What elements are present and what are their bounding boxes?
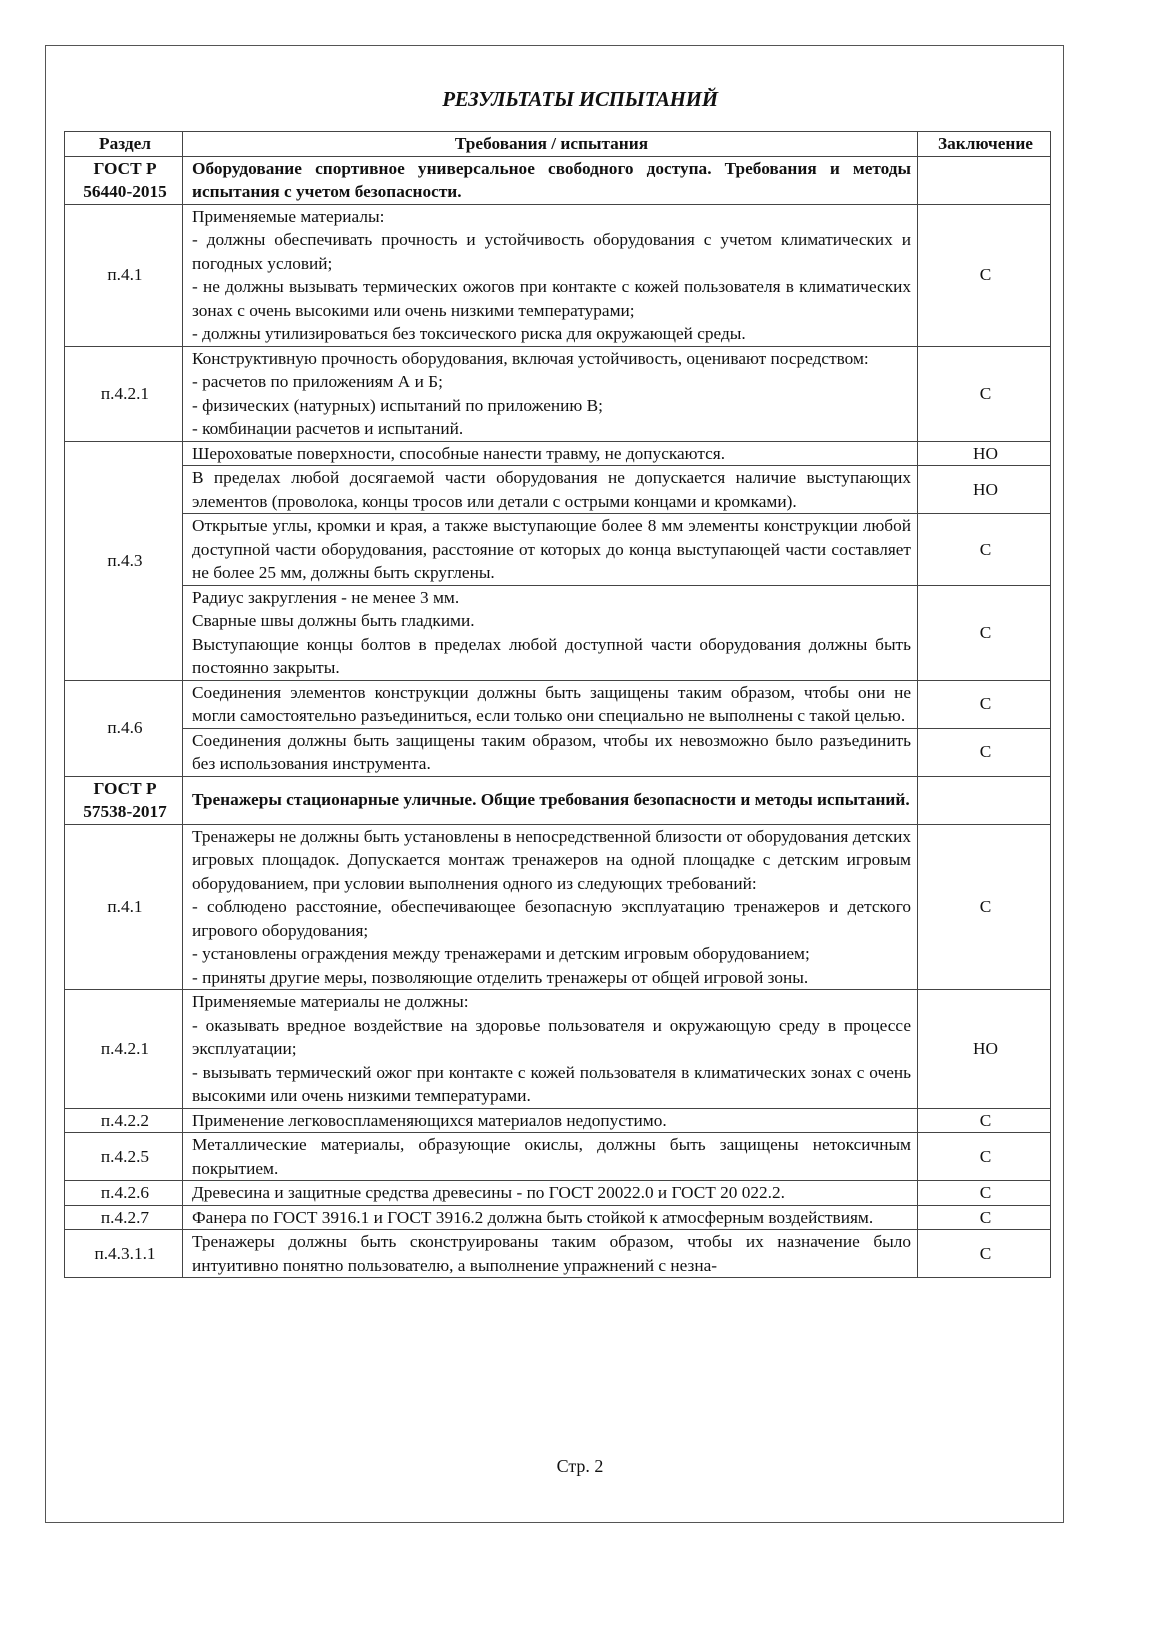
conclusion-cell: С [918,1181,1051,1206]
table-row [65,514,1051,586]
conclusion-cell: С [918,514,1051,586]
section-cell: п.4.1 [65,204,183,346]
table-row [65,1205,1051,1230]
requirement-cell: Открытые углы, кромки и края, а также выступающие более 8 мм элементы конструкции любой доступной части оборудования, расстояние от которых до конца выступающей части составляет не более 25 мм, должны быть скруглены. [183,514,918,586]
requirement-cell: Тренажеры не должны быть установлены в непосредственной близости от оборудования детских игровых площадок. Допускается монтаж тренажеров на одной площадке с детским игровым оборудованием, при условии выполнения одного из следующих требований: - соблюдено расстояние, обеспечивающее безопасную эксплуатацию тренажеров и детского игрового оборудования; - установлены ограждения между тренажерами и детским игровым оборудованием; - приняты другие меры, позволяющие отделить тренажеры от общей игровой зоны. [183,824,918,990]
section-cell: п.4.6 [65,680,183,776]
requirement-cell: Металлические материалы, образующие окислы, должны быть защищены нетоксичным покрытием. [183,1133,918,1181]
table-row [65,466,1051,514]
conclusion-cell: НО [918,990,1051,1109]
header-section: Раздел [65,132,183,157]
standard-title: Тренажеры стационарные уличные. Общие требования безопасности и методы испытаний. [183,776,918,824]
table-row [65,824,1051,990]
conclusion-cell: С [918,1133,1051,1181]
requirement-cell: Фанера по ГОСТ 3916.1 и ГОСТ 3916.2 должна быть стойкой к атмосферным воздействиям. [183,1205,918,1230]
table-row [65,680,1051,728]
requirement-cell: Конструктивную прочность оборудования, включая устойчивость, оценивают посредством: - расчетов по приложениям А и Б; - физических (натурных) испытаний по приложению В; - комбинации расчетов и испытаний. [183,346,918,441]
section-cell: п.4.2.6 [65,1181,183,1206]
conclusion-cell: С [918,824,1051,990]
section-cell: п.4.3 [65,441,183,680]
section-cell: п.4.2.7 [65,1205,183,1230]
header-requirements: Требования / испытания [183,132,918,157]
requirement-cell: В пределах любой досягаемой части оборудования не допускается наличие выступающих элементов (проволока, концы тросов или детали с острыми концами и кромками). [183,466,918,514]
section-cell: п.4.3.1.1 [65,1230,183,1278]
table-row [65,1108,1051,1133]
standard-row [65,156,1051,204]
table-row [65,1181,1051,1206]
document-title: РЕЗУЛЬТАТЫ ИСПЫТАНИЙ [442,87,718,111]
conclusion-cell: С [918,1108,1051,1133]
requirement-cell: Шероховатые поверхности, способные нанести травму, не допускаются. [183,441,918,466]
requirement-cell: Тренажеры должны быть сконструированы таким образом, чтобы их назначение было интуитивно понятно пользователю, а выполнение упражнений с незна- [183,1230,918,1278]
requirement-cell: Применяемые материалы не должны: - оказывать вредное воздействие на здоровье пользователя и окружающую среду в процессе эксплуатации; - вызывать термический ожог при контакте с кожей пользователя в климатических зонах с очень высокими или очень низкими температурами. [183,990,918,1109]
conclusion-cell: С [918,680,1051,728]
standard-code: ГОСТ Р 56440-2015 [65,156,183,204]
standard-title: Оборудование спортивное универсальное свободного доступа. Требования и методы испытания с учетом безопасности. [183,156,918,204]
requirement-cell: Радиус закругления - не менее 3 мм. Сварные швы должны быть гладкими. Выступающие концы болтов в пределах любой доступной части оборудования должны быть постоянно закрыты. [183,585,918,680]
requirement-cell: Соединения элементов конструкции должны быть защищены таким образом, чтобы они не могли самостоятельно разъединиться, если только они специально не выполнены с такой целью. [183,680,918,728]
conclusion-cell: НО [918,441,1051,466]
section-cell: п.4.2.5 [65,1133,183,1181]
table-row [65,1133,1051,1181]
table-header-row [65,132,1051,157]
table-row [65,728,1051,776]
requirement-cell: Соединения должны быть защищены таким образом, чтобы их невозможно было разъединить без использования инструмента. [183,728,918,776]
section-cell: п.4.2.1 [65,346,183,441]
conclusion-cell [918,156,1051,204]
standard-row [65,776,1051,824]
page-number: Стр. 2 [556,1456,604,1476]
test-results-table [64,131,1051,1278]
conclusion-cell: С [918,1205,1051,1230]
conclusion-cell: С [918,728,1051,776]
standard-code: ГОСТ Р 57538-2017 [65,776,183,824]
table-row [65,1230,1051,1278]
requirement-cell: Древесина и защитные средства древесины - по ГОСТ 20022.0 и ГОСТ 20 022.2. [183,1181,918,1206]
section-cell: п.4.2.2 [65,1108,183,1133]
conclusion-cell [918,776,1051,824]
requirement-cell: Применяемые материалы: - должны обеспечивать прочность и устойчивость оборудования с учетом климатических и погодных условий; - не должны вызывать термических ожогов при контакте с кожей пользователя в климатических зонах с очень высокими или очень низкими температурами; - должны утилизироваться без токсического риска для окружающей среды. [183,204,918,346]
conclusion-cell: С [918,346,1051,441]
conclusion-cell: С [918,204,1051,346]
requirement-cell: Применение легковоспламеняющихся материалов недопустимо. [183,1108,918,1133]
table-row [65,346,1051,441]
conclusion-cell: НО [918,466,1051,514]
conclusion-cell: С [918,585,1051,680]
section-cell: п.4.2.1 [65,990,183,1109]
table-row [65,204,1051,346]
table-row [65,441,1051,466]
section-cell: п.4.1 [65,824,183,990]
conclusion-cell: С [918,1230,1051,1278]
table-row [65,990,1051,1109]
table-row [65,585,1051,680]
header-conclusion: Заключение [918,132,1051,157]
